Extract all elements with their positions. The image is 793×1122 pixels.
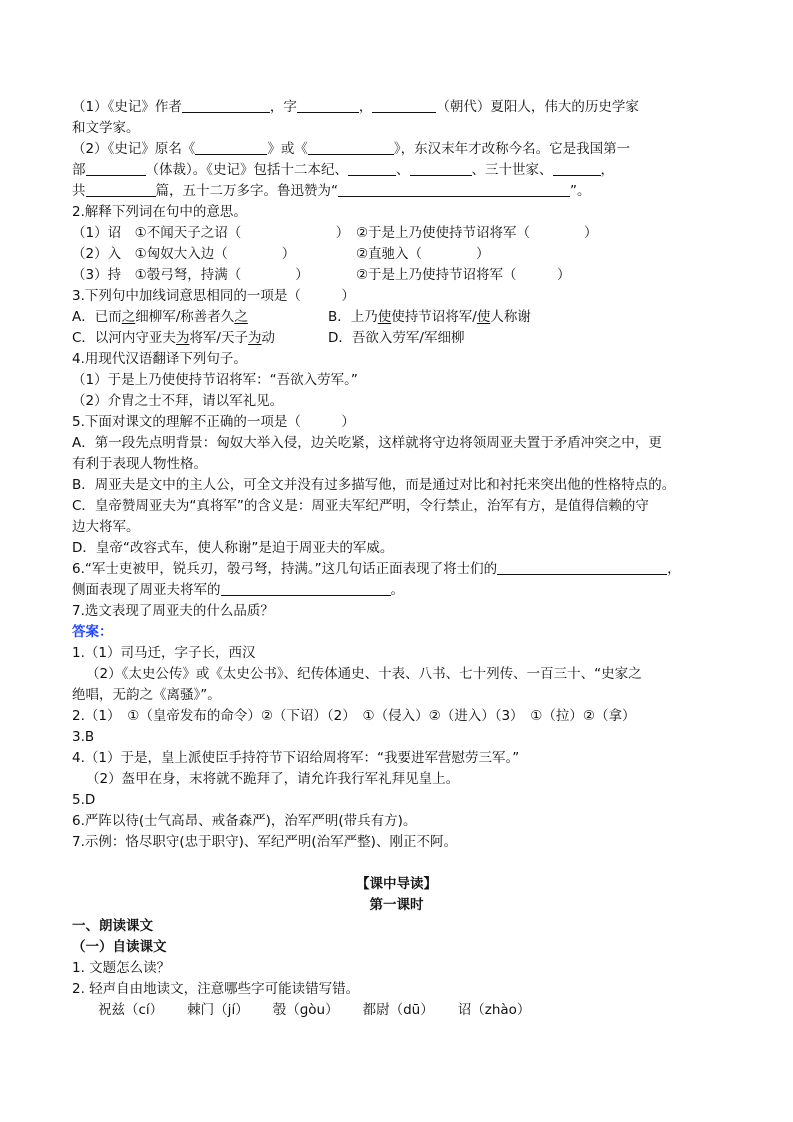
answer-1-1: 1.（1）司马迁，字子长，西汉 [72,645,256,661]
pronunciation-words [98,1000,758,1021]
section-title: 【课中导读】 [356,876,437,892]
blank[interactable] [348,161,396,176]
text: 和文学家。 [72,120,140,136]
text: ，字 [269,99,297,115]
item-2: 2. 轻声自由地读文，注意哪些字可能读错写错。 [72,981,360,997]
underlined-word: 使 [377,309,392,325]
part-1-heading: 一、朗读课文 [72,918,153,934]
blank[interactable] [338,182,570,197]
text: ， [600,162,614,178]
text: （2）《史记》原名《 [72,141,196,157]
text: ， [667,561,681,577]
text: 细柳军/称善者久 [135,309,235,325]
lesson-title: 第一课时 [369,897,424,913]
text: A．已而 [72,309,122,325]
question-4-2: （2）介胄之士不拜，请以军礼见。 [72,393,284,409]
text: 侧面表现了周亚夫将军的 [72,582,221,598]
question-4-1: （1）于是上乃使使持节诏将军：“吾欲入劳军。” [72,372,358,388]
answer-4-1: 4.（1）于是，皇上派使臣手持符节下诏给周将军：“我要进军营慰劳三军。” [72,750,520,766]
text: 》或《 [267,141,308,157]
question-1-2-cont [72,160,732,181]
question-5-b: B．周亚夫是文中的主人公，可全文并没有过多描写他，而是通过对比和衬托来突出他的性格特点的。 [72,477,676,493]
text: 部 [72,162,86,178]
word-5: 诏（zhào） [457,1002,531,1018]
answer-6: 6.严阵以待(士气高昂、戒备森严)，治军严明(带兵有方)。 [72,813,417,829]
word-3: 彀（ɡòu） [272,1002,339,1018]
blank[interactable] [497,560,667,575]
answer-7: 7.示例：恪尽职守(忠于职守)、军纪严明(治军严整)、刚正不阿。 [72,834,457,850]
text: （1）《史记》作者 [72,99,182,115]
question-4: 4.用现代汉语翻译下列句子。 [72,351,247,367]
question-5-c-cont: 边大将军。 [72,519,140,535]
text: （体裁）。《史记》包括十二本纪、 [145,162,348,178]
blank[interactable] [86,182,156,197]
word-4: 都尉（dū） [362,1002,434,1018]
question-5-a: A．第一段先点明背景：匈奴大举入侵，边关吃紧，这样就将守边将领周亚夫置于矛盾冲突之中，更 [72,435,662,451]
question-2-3: （3）持 ①彀弓弩，持满（ ） ②于是上乃使持节诏将军（ ） [72,267,571,283]
part-1-1-heading: （一）自读课文 [72,939,167,955]
text: 》，东汉末年才改称今名。它是我国第一 [393,141,631,157]
answer-2: 2.（1） ①（皇帝发布的命令）②（下诏）（2） ①（侵入）②（进入）（3） ①（拉）②（拿） [72,708,636,724]
text: 篇，五十二万多字。鲁迅赞为“ [155,183,338,199]
question-7: 7.选文表现了周亚夫的什么品质？ [72,603,274,619]
underlined-word: 为 [175,330,190,346]
option-d: D．吾欲入劳军/军细柳 [328,330,465,346]
blank[interactable] [308,140,394,155]
question-2: 2.解释下列词在句中的意思。 [72,204,247,220]
text: B．上乃 [328,309,378,325]
question-6-cont [72,580,732,601]
text: 将军/天子 [189,330,248,346]
question-1-2 [72,139,732,160]
answers-heading: 答案： [72,624,113,640]
question-2-2: （2）入 ①匈奴大入边（ ） ②直驰入（ ） [72,246,490,262]
blank[interactable] [553,161,601,176]
underlined-word: 之 [121,309,136,325]
answer-1-2: （2）《太史公传》或《太史公书》、纪传体通史、十表、八书、七十列传、一百三十、“史家之 [86,666,642,682]
question-5-d: D．皇帝“改容式车，使人称谢”是迫于周亚夫的军威。 [72,540,394,556]
question-6 [72,559,732,580]
text: C．以河内守亚夫 [72,330,176,346]
text: 使持节诏将军/ [391,309,477,325]
answer-5: 5.D [72,792,96,808]
question-3: 3.下列句中加线词意思相同的一项是（ ） [72,288,355,304]
text: ， [358,99,373,115]
underlined-word: 为 [248,330,262,346]
blank[interactable] [297,98,359,113]
text: 、三十世家、 [471,162,553,178]
text: 、 [396,162,410,178]
blank[interactable] [221,581,391,596]
text: 动 [261,330,275,346]
text: 人称谢 [490,309,531,325]
answer-1-2-cont: 绝唱，无韵之《离骚》”。 [72,687,221,703]
blank[interactable] [86,161,146,176]
blank[interactable] [372,98,436,113]
text: ”。 [570,183,591,199]
question-5: 5.下面对课文的理解不正确的一项是（ ） [72,414,355,430]
text: 共 [72,183,86,199]
question-1-2-cont2 [72,181,732,202]
question-3-cd [72,328,732,349]
answer-3: 3.B [72,729,95,745]
underlined-word: 之 [234,309,248,325]
underlined-word: 使 [476,309,491,325]
question-1-1 [72,97,732,118]
word-2: 棘门（jí） [187,1002,249,1018]
question-2-1: （1）诏 ①不闻天子之诏（ ） ②于是上乃使使持节诏将军（ ） [72,225,598,241]
blank[interactable] [195,140,267,155]
blank[interactable] [182,98,270,113]
text: 。 [390,582,404,598]
text: （朝代）夏阳人，伟大的历史学家 [436,99,639,115]
blank[interactable] [410,161,472,176]
text: 6.“军士吏被甲，锐兵刃，彀弓弩，持满。”这几句话正面表现了将士们的 [72,561,498,577]
option-b [328,307,531,328]
item-1: 1. 文题怎么读？ [72,960,171,976]
answer-4-2: （2）盔甲在身，末将就不跪拜了，请允许我行军礼拜见皇上。 [86,771,460,787]
question-5-a-cont: 有利于表现人物性格。 [72,456,207,472]
question-3-ab [72,307,732,328]
question-1-1-cont [72,118,732,139]
question-5-c: C．皇帝赞周亚夫为“真将军”的含义是：周亚夫军纪严明，令行禁止，治军有方，是值得信赖的守 [72,498,649,514]
word-1: 祝兹（cí） [98,1002,164,1018]
